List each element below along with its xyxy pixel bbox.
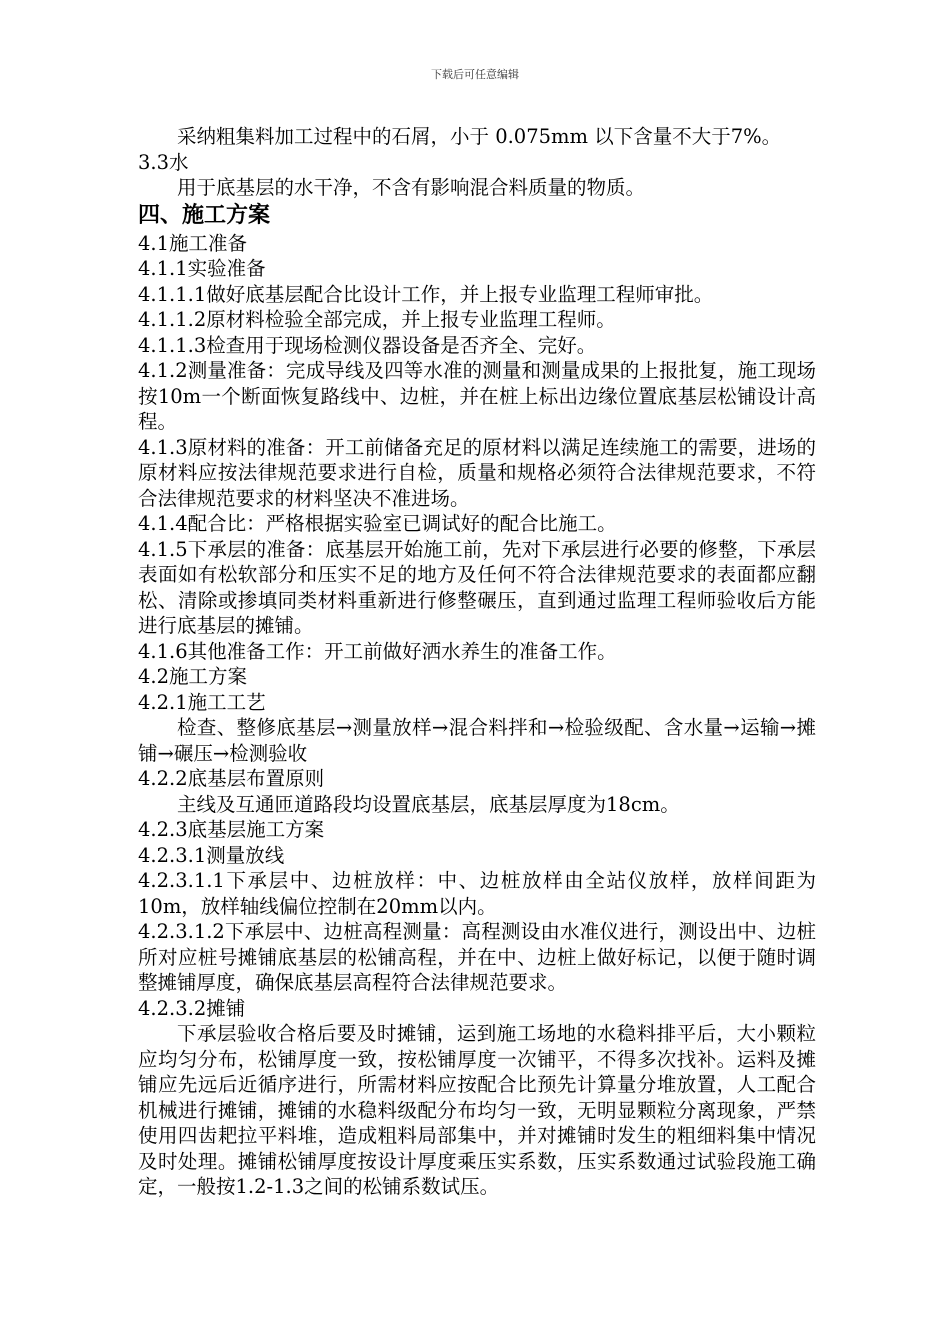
- paragraph: 下承层验收合格后要及时摊铺，运到施工场地的水稳料排平后，大小颗粒应均匀分布，松铺厚度一致，按松铺厚度一次铺平，不得多次找补。运料及摊铺应先远后近循序进行，所需材料应按配合比预先计算量分堆放置，人工配合机械进行摊铺，摊铺的水稳料级配分布均匀一致，无明显颗粒分离现象，严禁使用四齿耙拉平料堆，造成粗料局部集中，并对摊铺时发生的粗细料集中情况及时处理。摊铺松铺厚度按设计厚度乘压实系数，压实系数通过试验段施工确定，一般按1.2-1.3之间的松铺系数试压。: [138, 1022, 816, 1198]
- section-title: 4.1施工准备: [138, 231, 248, 255]
- section-title: 4.2.3.1测量放线: [138, 843, 285, 867]
- section-title: 3.3水: [138, 150, 189, 174]
- paragraph: 采纳粗集料加工过程中的石屑，小于 0.075mm 以下含量不大于7%。: [177, 125, 782, 148]
- chapter-heading: 四、施工方案: [138, 202, 271, 228]
- page-header: 下载后可任意编辑: [431, 68, 519, 81]
- paragraph: 4.1.1.2原材料检验全部完成，并上报专业监理工程师。: [138, 308, 616, 331]
- section-title: 4.2.3.2摊铺: [138, 996, 246, 1020]
- section-title: 4.2.2底基层布置原则: [138, 767, 325, 790]
- section-title: 4.2施工方案: [138, 665, 248, 688]
- paragraph: 4.1.4配合比：严格根据实验室已调试好的配合比施工。: [138, 512, 617, 535]
- paragraph: 4.2.3.1.1下承层中、边桩放样：中、边桩放样由全站仪放样，放样间距为10m，放样轴线偏位控制在20mm以内。: [138, 869, 816, 918]
- paragraph: 4.1.3原材料的准备：开工前储备充足的原材料以满足连续施工的需要，进场的原材料应按法律规范要求进行自检，质量和规格必须符合法律规范要求，不符合法律规范要求的材料坚决不准进场。: [138, 435, 816, 510]
- document-body: [138, 124, 816, 1200]
- paragraph: 主线及互通匝道路段均设置底基层，底基层厚度为18cm。: [177, 792, 680, 816]
- paragraph: 检查、整修底基层→测量放样→混合料拌和→检验级配、含水量→运输→摊铺→碾压→检测验收: [138, 716, 816, 765]
- paragraph: 4.1.2测量准备：完成导线及四等水准的测量和测量成果的上报批复，施工现场按10m一个断面恢复路线中、边桩，并在桩上标出边缘位置底基层松铺设计高程。: [138, 359, 816, 433]
- paragraph: 4.1.1.3检查用于现场检测仪器设备是否齐全、完好。: [138, 333, 597, 357]
- paragraph: 4.1.1.1做好底基层配合比设计工作，并上报专业监理工程师审批。: [138, 282, 714, 306]
- section-title: 4.2.3底基层施工方案: [138, 818, 325, 841]
- paragraph: 4.1.5下承层的准备：底基层开始施工前，先对下承层进行必要的修整，下承层表面如有松软部分和压实不足的地方及任何不符合法律规范要求的表面都应翻松、清除或掺填同类材料重新进行修整碾压，直到通过监理工程师验收后方能进行底基层的摊铺。: [138, 537, 816, 637]
- paragraph: 4.2.3.1.2下承层中、边桩高程测量：高程测设由水准仪进行，测设出中、边桩所对应桩号摊铺底基层的松铺高程，并在中、边桩上做好标记，以便于随时调整摊铺厚度，确保底基层高程符合法律规范要求。: [138, 920, 816, 994]
- section-title: 4.2.1施工工艺: [138, 690, 266, 714]
- section-title: 4.1.1实验准备: [138, 257, 266, 280]
- paragraph: 用于底基层的水干净，不含有影响混合料质量的物质。: [177, 176, 646, 199]
- paragraph: 4.1.6其他准备工作：开工前做好洒水养生的准备工作。: [138, 639, 617, 663]
